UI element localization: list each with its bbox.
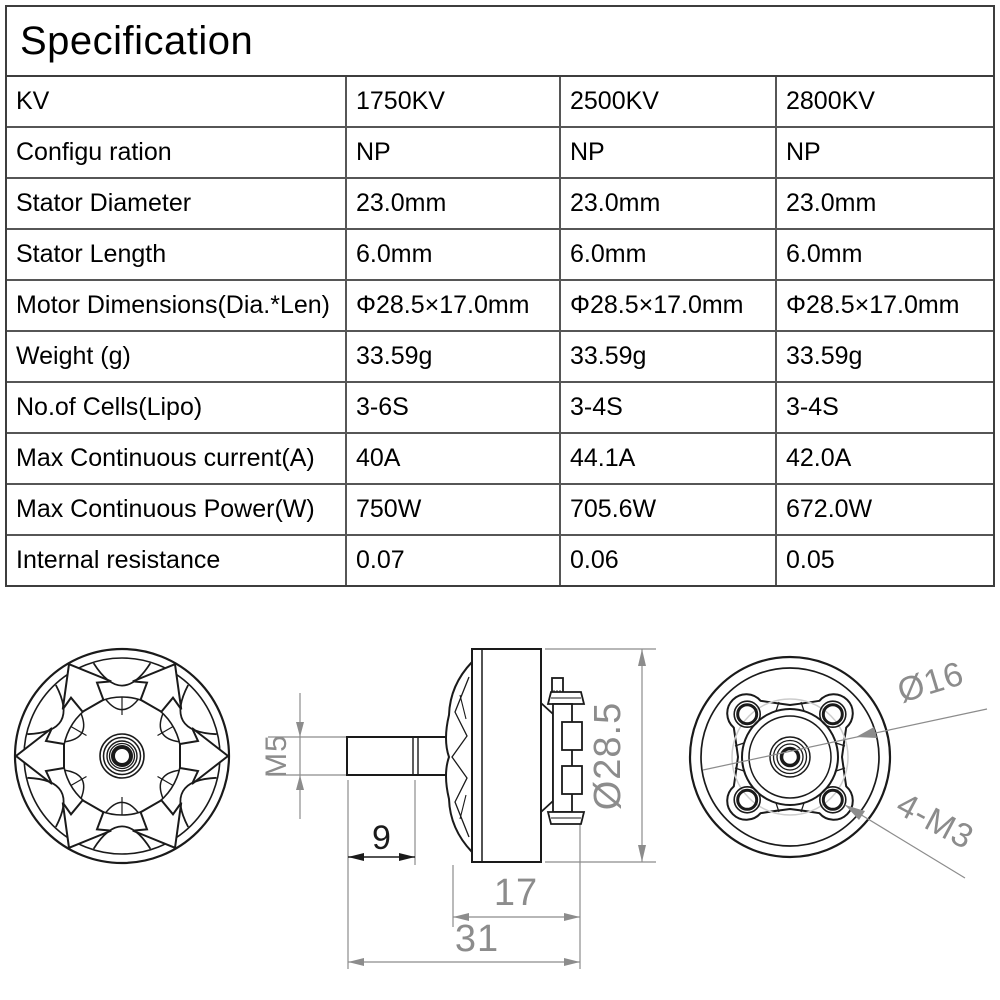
row-value: 23.0mm	[345, 179, 559, 228]
row-value: 705.6W	[559, 485, 775, 534]
row-value: Φ28.5×17.0mm	[559, 281, 775, 330]
row-value: 0.06	[559, 536, 775, 585]
row-value: 3-4S	[559, 383, 775, 432]
row-label: Max Continuous Power(W)	[16, 495, 315, 523]
row-value: NP	[775, 128, 993, 177]
row-label: Stator Length	[16, 240, 167, 268]
row-value: 672.0W	[775, 485, 993, 534]
row-value: 6.0mm	[345, 230, 559, 279]
table-row	[7, 383, 993, 434]
dim-bolt-circle-label: Ø16	[893, 654, 969, 711]
row-label: Weight (g)	[16, 342, 131, 370]
back-view-drawing	[690, 654, 987, 878]
row-value: 3-6S	[345, 383, 559, 432]
row-value: 1750KV	[345, 77, 559, 126]
row-value: 44.1A	[559, 434, 775, 483]
front-view-drawing	[15, 649, 229, 863]
row-value: 750W	[345, 485, 559, 534]
table-row	[7, 485, 993, 536]
row-value: Φ28.5×17.0mm	[345, 281, 559, 330]
row-label: Configu ration	[16, 138, 172, 166]
dim-bell-diameter-label: Ø28.5	[587, 701, 629, 811]
table-row	[7, 332, 993, 383]
row-value: 33.59g	[345, 332, 559, 381]
table-row	[7, 230, 993, 281]
row-value: 2500KV	[559, 77, 775, 126]
row-value: 6.0mm	[559, 230, 775, 279]
row-label: Internal resistance	[16, 546, 221, 574]
table-row	[7, 434, 993, 485]
row-value: 0.07	[345, 536, 559, 585]
row-value: Φ28.5×17.0mm	[775, 281, 993, 330]
row-value: 3-4S	[775, 383, 993, 432]
dim-shaft-thread-label: M5	[260, 734, 293, 778]
row-value: NP	[559, 128, 775, 177]
mount-flange-outline	[727, 694, 853, 820]
technical-drawings	[0, 615, 1000, 1000]
shaft-rings-front	[100, 734, 144, 778]
spec-table-body	[7, 77, 993, 585]
row-label: Max Continuous current(A)	[16, 444, 315, 472]
spec-table	[5, 5, 995, 587]
row-value: 2800KV	[775, 77, 993, 126]
row-label: KV	[16, 87, 50, 115]
dim-bell-length-label: 17	[493, 872, 539, 914]
table-row	[7, 179, 993, 230]
side-view-drawing	[260, 649, 656, 969]
dim-overall-length-label: 31	[454, 918, 500, 960]
row-label: Motor Dimensions(Dia.*Len)	[16, 291, 331, 319]
row-label: Stator Diameter	[16, 189, 192, 217]
row-value: 33.59g	[559, 332, 775, 381]
table-row	[7, 536, 993, 585]
row-value: 33.59g	[775, 332, 993, 381]
page-title: Specification	[20, 18, 254, 63]
row-value: 6.0mm	[775, 230, 993, 279]
table-row	[7, 128, 993, 179]
row-value: 23.0mm	[775, 179, 993, 228]
row-label: No.of Cells(Lipo)	[16, 393, 203, 421]
table-row	[7, 281, 993, 332]
row-value: 0.05	[775, 536, 993, 585]
row-value: NP	[345, 128, 559, 177]
row-value: 23.0mm	[559, 179, 775, 228]
row-value: 42.0A	[775, 434, 993, 483]
row-value: 40A	[345, 434, 559, 483]
table-row	[7, 77, 993, 128]
title-row	[7, 7, 993, 77]
dim-mount-holes-label: 4-M3	[890, 785, 981, 858]
dim-shaft-length-label: 9	[372, 819, 392, 857]
